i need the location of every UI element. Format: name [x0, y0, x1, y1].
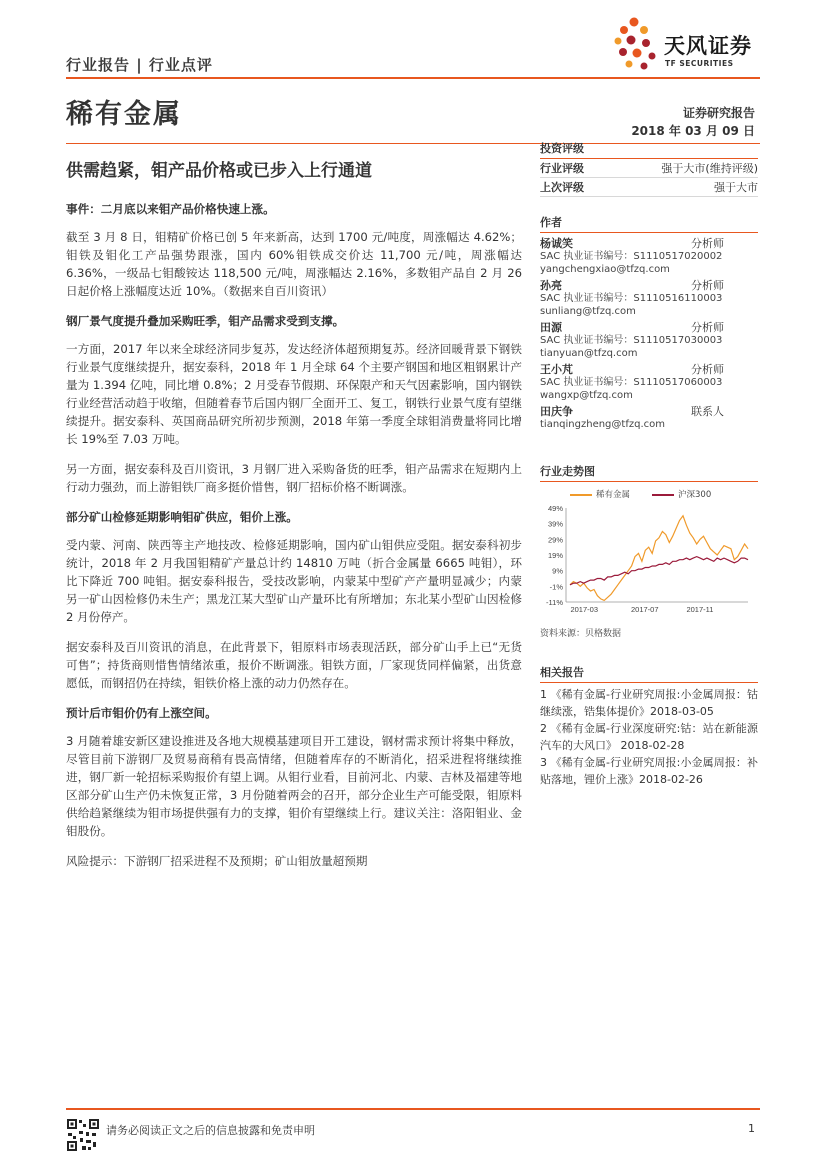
section-heading: 事件：二月底以来钼产品价格快速上涨。 [66, 202, 275, 216]
legend-swatch [652, 494, 674, 496]
report-date: 2018 年 03 月 09 日 [631, 124, 755, 138]
author-role: 分析师 [691, 237, 724, 250]
related-title: 相关报告 [540, 664, 758, 683]
y-tick-label: -1% [549, 582, 563, 592]
legend-item [652, 488, 711, 500]
logo-text-en: TF SECURITIES [665, 59, 734, 68]
authors-title: 作者 [540, 214, 758, 233]
series-line [570, 557, 748, 585]
rating-value: 强于大市(维持评级) [661, 162, 758, 175]
author-name: 杨诚笑 [540, 237, 573, 250]
x-tick-label: 2017-07 [630, 605, 659, 614]
author-name: 王小芃 [540, 363, 573, 376]
report-body [66, 200, 522, 882]
series-line [570, 516, 748, 601]
rating-value: 强于大市 [714, 181, 758, 194]
author-email[interactable]: tianyuan@tfzq.com [540, 348, 638, 359]
company-logo [612, 16, 762, 76]
author-entry [540, 279, 758, 318]
chart-title: 行业走势图 [540, 463, 758, 482]
header-rule [66, 77, 760, 79]
body-paragraph: 3 月随着雄安新区建设推进及各地大规模基建项目开工建设，钢材需求预计将集中释放，尽管目前下游钢厂及贸易商稍有畏高情绪，但随着库存的不断消化，招采进程将继续推进，钢厂新一轮招标采购报价有望上调。从钼行业看，目前河北、内蒙、吉林及福建等地区部分矿山生产仍未恢复正常，3 月份随着两会的召开，部分企业生产可能受限，钼原料供给趋紧继续为钼市场提供强有力的支撑，钼价有望继续上行。建议关注：洛阳钼业、金钼股份。 [66, 734, 522, 838]
author-sac: SAC 执业证书编号：S1110517030003 [540, 335, 723, 346]
body-paragraph: 一方面，2017 年以来全球经济同步复苏，发达经济体超预期复苏。经济回暖背景下钢铁行业景气度继续提升，据安泰科，2018 年 1 月全球 64 个主要产钢国和地区粗钢累计产量为 1.394 亿吨，同比增 0.8%；2 月受春节假期、环保限产和天气因素影响，国内钢铁行业经营活动趋于收缩，但随着春节后国内钢厂全面开工、复工，钢铁行业景气度有望继续提升。据安泰科、英国商品研究所初步预测，2018 年第一季度全球钼消费量将同比增长 19%至 7.03 万吨。 [66, 342, 522, 446]
chart-legend [570, 488, 758, 500]
report-headline: 供需趋紧，钼产品价格或已步入上行通道 [66, 161, 372, 181]
author-entry [540, 321, 758, 360]
y-tick-label: 9% [552, 566, 563, 576]
author-entry [540, 405, 758, 431]
rating-title: 投资评级 [540, 140, 758, 159]
legend-swatch [570, 494, 592, 496]
chart-source: 资料来源：贝格数据 [540, 629, 622, 639]
logo-text: 天风证券 [664, 34, 752, 58]
body-paragraph: 截至 3 月 8 日，钼精矿价格已创 5 年来新高，达到 1700 元/吨度，周涨幅达 4.62%；钼铁及钼化工产品强势跟涨，国内 60%钼铁成交价达 11,700 元/吨，周涨幅达 6.36%，一级品七钼酸铵达 118,500 元/吨，周涨幅达 2.16%，多数钼产品自 2 月 26 日起价格上涨幅度达近 10%。（数据来自百川资讯） [66, 230, 522, 298]
body-paragraph: 另一方面，据安泰科及百川资讯，3 月钢厂进入采购备货的旺季，钼产品需求在短期内上行动力强劲，而上游钼铁厂商多挺价惜售，钢厂招标价格不断调涨。 [66, 462, 522, 494]
legend-item [570, 488, 630, 500]
logo-mark-icon [612, 16, 662, 76]
qr-code-icon [66, 1118, 100, 1152]
x-tick-label: 2017-11 [686, 605, 714, 614]
legend-label: 沪深300 [678, 490, 712, 500]
rating-key: 行业评级 [540, 162, 584, 175]
rating-key: 上次评级 [540, 181, 584, 194]
y-tick-label: 39% [547, 519, 563, 529]
breadcrumb: 行业报告 | 行业点评 [66, 56, 213, 74]
footer-disclaimer: 请务必阅读正文之后的信息披露和免责申明 [106, 1124, 315, 1137]
rating-panel [540, 140, 758, 197]
author-email[interactable]: tianqingzheng@tfzq.com [540, 419, 665, 430]
author-email[interactable]: sunliang@tfzq.com [540, 306, 636, 317]
related-reports-panel [540, 664, 758, 788]
page-number: 1 [748, 1122, 755, 1135]
risk-warning: 风险提示：下游钢厂招采进程不及预期；矿山钼放量超预期 [66, 854, 368, 868]
related-report-link[interactable]: 1 《稀有金属-行业研究周报:小金属周报：钴继续涨，锆集体提价》2018-03-05 [540, 688, 758, 718]
author-role: 联系人 [691, 405, 724, 418]
author-name: 孙亮 [540, 279, 562, 292]
legend-label: 稀有金属 [596, 490, 631, 500]
author-email[interactable]: yangchengxiao@tfzq.com [540, 264, 670, 275]
trend-chart-panel [540, 463, 758, 639]
author-sac: SAC 执业证书编号：S1110516110003 [540, 293, 723, 304]
authors-panel [540, 214, 758, 431]
author-sac: SAC 执业证书编号：S1110517060003 [540, 377, 723, 388]
footer-rule [66, 1108, 760, 1110]
author-email[interactable]: wangxp@tfzq.com [540, 390, 633, 401]
y-tick-label: 29% [547, 535, 563, 545]
report-type: 证券研究报告 [682, 106, 755, 120]
y-tick-label: -11% [546, 598, 563, 607]
body-paragraph: 受内蒙、河南、陕西等主产地技改、检修延期影响，国内矿山钼供应受阻。据安泰科初步统计，2018 年 2 月我国钼精矿产量总计约 14810 万吨（折合金属量 6665 吨钼），环比下降近 700 吨钼。据安泰科报告，受技改影响，内蒙某中型矿产产量明显减少；内蒙另一矿山因检修仍未生产；黑龙江某大型矿山产量环比有所增加；东北某小型矿山因检修 2 月份停产。 [66, 538, 522, 624]
author-role: 分析师 [691, 279, 724, 292]
trend-chart [540, 500, 758, 620]
rating-row [540, 159, 758, 178]
author-role: 分析师 [691, 321, 724, 334]
rating-row [540, 178, 758, 197]
author-entry [540, 363, 758, 402]
y-tick-label: 49% [547, 504, 563, 513]
author-entry [540, 237, 758, 276]
author-name: 田庆争 [540, 405, 573, 418]
related-report-link[interactable]: 2 《稀有金属-行业深度研究:钴：站在新能源汽车的大风口》 2018-02-28 [540, 722, 758, 752]
x-tick-label: 2017-03 [570, 605, 599, 614]
sector-title: 稀有金属 [66, 99, 182, 130]
author-name: 田源 [540, 321, 562, 334]
y-tick-label: 19% [547, 551, 563, 560]
body-paragraph: 据安泰科及百川资讯的消息，在此背景下，钼原料市场表现活跃，部分矿山手上已“无货可售”；持货商则惜售情绪浓重，报价不断调涨。钼铁方面，厂家现货同样偏紧，出货意愿低，而钢招仍在持续，钼铁价格上涨的动力仍然存在。 [66, 640, 522, 690]
author-role: 分析师 [691, 363, 724, 376]
section-heading: 钢厂景气度提升叠加采购旺季，钼产品需求受到支撑。 [66, 314, 345, 328]
section-heading: 预计后市钼价仍有上涨空间。 [66, 706, 217, 720]
section-heading: 部分矿山检修延期影响钼矿供应，钼价上涨。 [66, 510, 298, 524]
related-report-link[interactable]: 3 《稀有金属-行业研究周报:小金属周报：补贴落地，锂价上涨》2018-02-26 [540, 756, 758, 786]
author-sac: SAC 执业证书编号：S1110517020002 [540, 251, 723, 262]
